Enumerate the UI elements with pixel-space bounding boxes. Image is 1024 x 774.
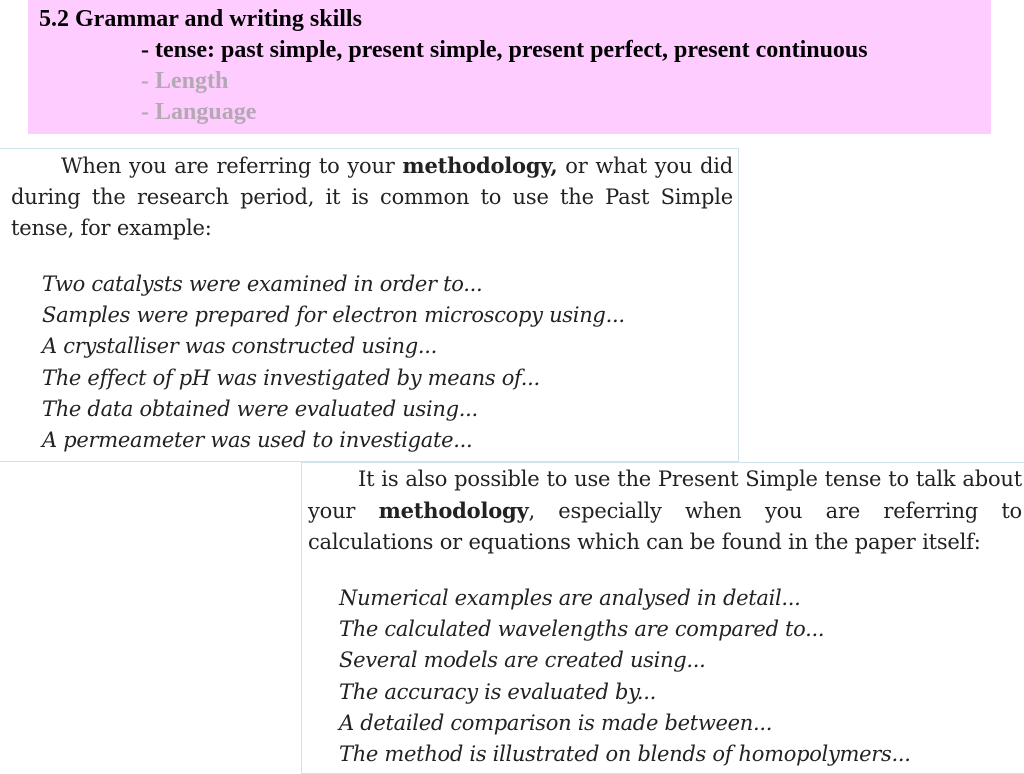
example-sentence: A crystalliser was constructed using... xyxy=(42,334,438,359)
bullet-language: - Language xyxy=(141,99,257,125)
example-sentence: Several models are created using... xyxy=(339,648,706,673)
example-sentence: A detailed comparison is made between... xyxy=(339,710,773,735)
bold-term: methodology, xyxy=(402,153,558,178)
slide-title: 5.2 Grammar and writing skills xyxy=(39,6,362,32)
example-sentence: Numerical examples are analysed in detail... xyxy=(339,586,801,610)
bold-term: methodology xyxy=(378,498,529,523)
example-list xyxy=(42,269,625,456)
bullet-length: - Length xyxy=(141,68,229,94)
example-sentence: The calculated wavelengths are compared to... xyxy=(339,617,825,642)
example-sentence: The data obtained were evaluated using... xyxy=(42,396,478,421)
example-sentence: The effect of pH was investigated by means of... xyxy=(42,365,540,390)
example-list xyxy=(339,583,911,770)
example-sentence: Samples were prepared for electron microscopy using... xyxy=(42,303,625,328)
example-sentence: The accuracy is evaluated by... xyxy=(339,679,657,704)
present-simple-excerpt xyxy=(301,462,1024,774)
example-sentence: A permeameter was used to investigate... xyxy=(42,427,473,452)
slide-header xyxy=(28,0,991,134)
example-sentence: The method is illustrated on blends of homopolymers... xyxy=(339,741,911,766)
past-simple-excerpt xyxy=(0,148,739,462)
example-sentence: Two catalysts were examined in order to... xyxy=(42,272,483,296)
bullet-tense: - tense: past simple, present simple, present perfect, present continuous xyxy=(141,37,868,63)
excerpt-paragraph: It is also possible to use the Present Simple tense to talk about your methodology, especially when you are referring to calculations or equations which can be found in the paper itself: xyxy=(308,467,1023,554)
excerpt-paragraph: When you are referring to your methodology, or what you did during the research period, it is common to use the Past Simple tense, for example: xyxy=(11,153,733,240)
